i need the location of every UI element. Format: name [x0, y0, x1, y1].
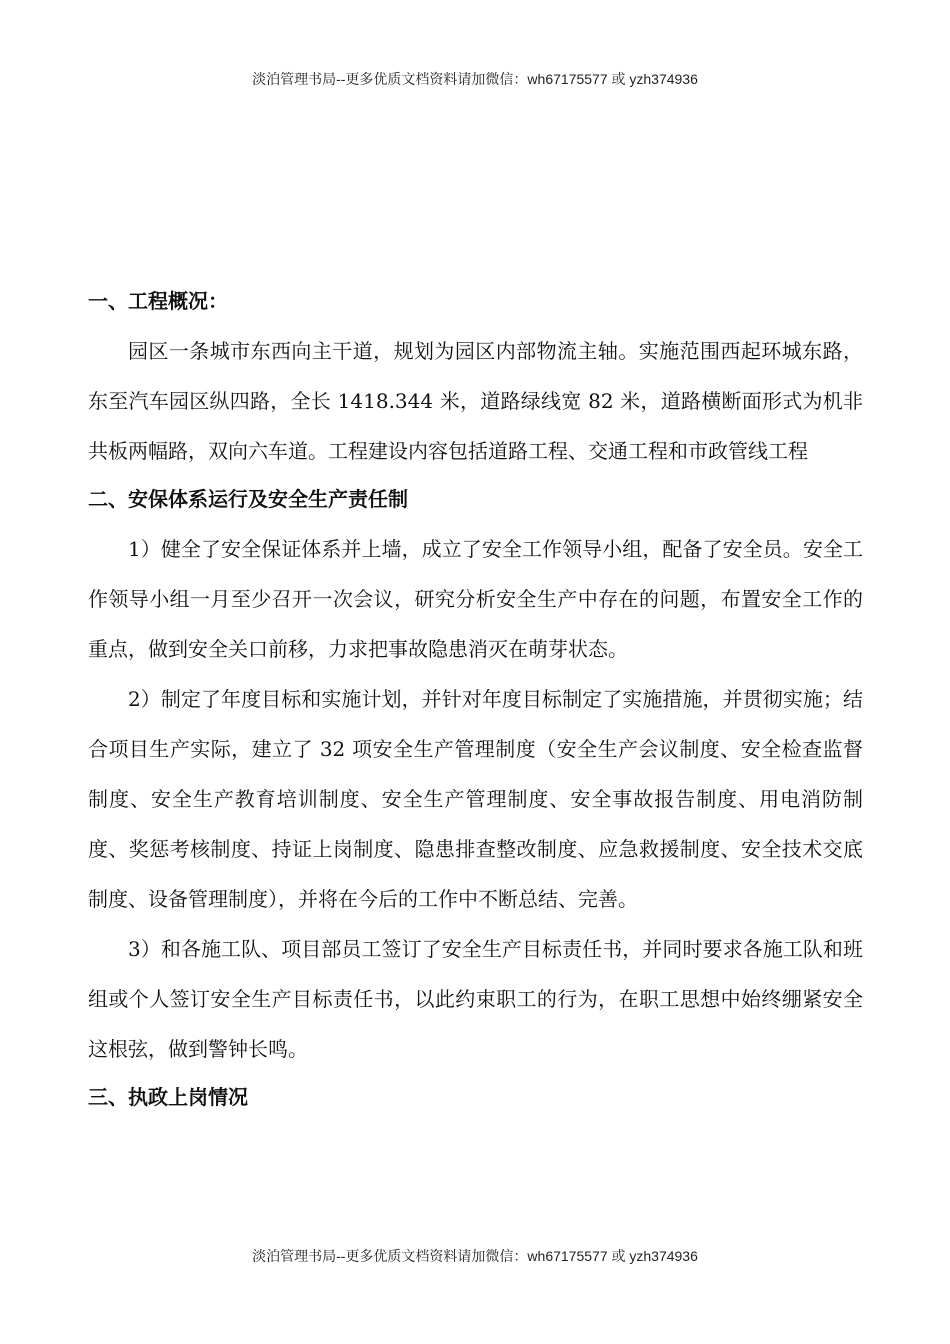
section-heading-on-duty: 三、执政上岗情况 — [88, 1085, 248, 1109]
section-heading-safety-system: 二、安保体系运行及安全生产责任制 — [88, 487, 408, 511]
paragraph-overview: 园区一条城市东西向主干道，规划为园区内部物流主轴。实施范围西起环城东路，东至汽车园区纵四路，全长 1418.344 米，道路绿线宽 82 米，道路横断面形式为机非共板两幅路，双向六车道。工程建设内容包括道路工程、交通工程和市政管线工程 — [88, 339, 863, 463]
paragraph-safety-2: 2）制定了年度目标和实施计划，并针对年度目标制定了实施措施，并贯彻实施；结合项目生产实际，建立了 32 项安全生产管理制度（安全生产会议制度、安全检查监督制度、安全生产教育培训制度、安全生产管理制度、安全事故报告制度、用电消防制度、奖惩考核制度、持证上岗制度、隐患排查整改制度、应急救援制度、安全技术交底制度、设备管理制度），并将在今后的工作中不断总结、完善。 — [88, 687, 863, 911]
document-body — [88, 282, 863, 1116]
page-header: 淡泊管理书局--更多优质文档资料请加微信：wh67175577 或 yzh374936 — [252, 71, 698, 87]
paragraph-safety-1: 1）健全了安全保证体系并上墙，成立了安全工作领导小组，配备了安全员。安全工作领导小组一月至少召开一次会议，研究分析安全生产中存在的问题，布置安全工作的重点，做到安全关口前移，力求把事故隐患消灭在萌芽状态。 — [88, 537, 863, 661]
section-heading-overview: 一、工程概况： — [88, 289, 228, 313]
paragraph-safety-3: 3）和各施工队、项目部员工签订了安全生产目标责任书，并同时要求各施工队和班组或个人签订安全生产目标责任书，以此约束职工的行为，在职工思想中始终绷紧安全这根弦，做到警钟长鸣。 — [88, 937, 863, 1061]
page-footer: 淡泊管理书局--更多优质文档资料请加微信：wh67175577 或 yzh374936 — [252, 1248, 698, 1264]
